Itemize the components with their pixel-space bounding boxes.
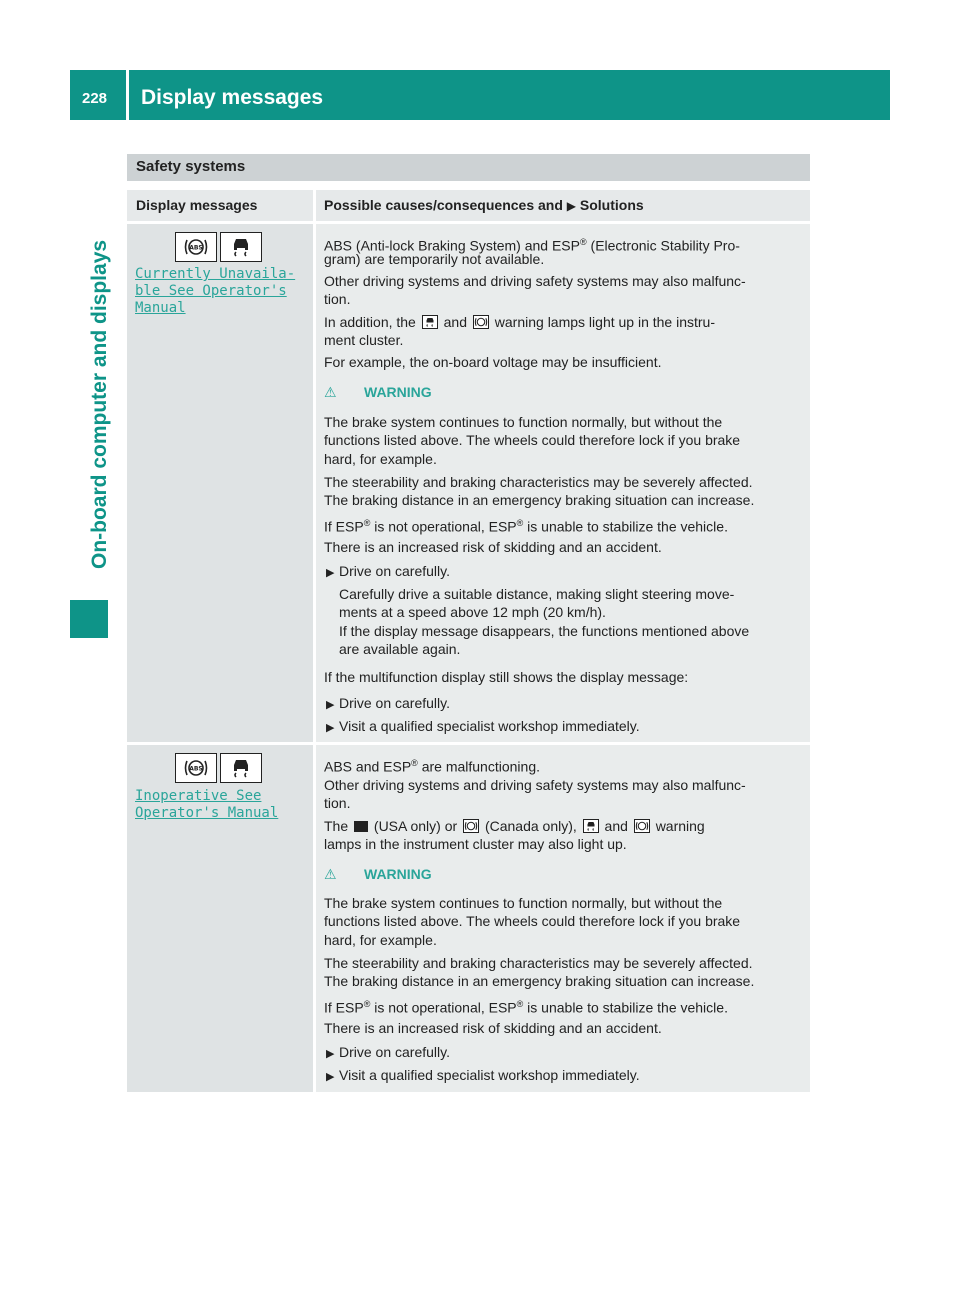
- column-header-causes-label: Possible causes/consequences and: [324, 197, 563, 213]
- display-message-line: ble See Operator's: [135, 283, 287, 299]
- side-tab-marker: [70, 600, 108, 638]
- text-line: There is an increased risk of skidding and an accident.: [324, 1020, 662, 1036]
- text-line-esp: [324, 754, 540, 777]
- text-line: Other driving systems and driving safety systems may also malfunc-: [324, 777, 746, 793]
- arrow-icon: ▶: [326, 722, 335, 734]
- text-line: lamps in the instrument cluster may also light up.: [324, 836, 627, 852]
- text-span: The: [324, 818, 349, 834]
- text-span: warning: [655, 818, 705, 834]
- page-number: 228: [82, 90, 108, 107]
- text-line: If the multifunction display still shows the display message:: [324, 669, 689, 685]
- text-line-with-icons: [324, 817, 705, 836]
- arrow-icon: ▶: [326, 567, 335, 579]
- text-line: ment cluster.: [324, 332, 404, 348]
- text-span: (Electronic Stability Pro-: [590, 237, 740, 254]
- arrow-icon: ▶: [326, 1071, 335, 1083]
- text-line: hard, for example.: [324, 451, 437, 467]
- brake-icon: [354, 821, 368, 832]
- text-line-esp: [324, 995, 728, 1018]
- text-line: Other driving systems and driving safety systems may also malfunc-: [324, 273, 746, 289]
- esp-skid-icon: [583, 819, 599, 833]
- text-span: (Canada only),: [484, 818, 577, 834]
- text-line: Carefully drive a suitable distance, making slight steering move-: [339, 586, 735, 602]
- text-line: hard, for example.: [324, 932, 437, 948]
- page-title: Display messages: [141, 86, 324, 109]
- header-divider: [126, 70, 129, 120]
- text-line: The braking distance in an emergency braking situation can increase.: [324, 973, 755, 989]
- registered-mark: ®: [516, 999, 524, 1009]
- text-span: (USA only) or: [373, 818, 458, 834]
- text-span: In addition, the: [324, 314, 416, 330]
- text-line: functions listed above. The wheels could therefore lock if you brake: [324, 432, 741, 448]
- registered-mark: ®: [363, 518, 371, 528]
- column-header-causes: [324, 197, 644, 213]
- svg-text:ABS: ABS: [189, 765, 203, 773]
- step-text: Visit a qualified specialist workshop immediately.: [339, 718, 640, 734]
- abs-warning-icon: [473, 315, 489, 329]
- step-text: Drive on carefully.: [339, 563, 451, 579]
- text-span: If ESP: [324, 518, 364, 535]
- display-message-row-2: [135, 788, 278, 822]
- column-header-display-messages: Display messages: [136, 197, 258, 213]
- text-span: ABS and ESP: [324, 758, 412, 775]
- step-text: Drive on carefully.: [339, 695, 451, 711]
- text-span: If ESP: [324, 999, 364, 1016]
- text-span: is unable to stabilize the vehicle.: [527, 518, 728, 535]
- abs-warning-icon: [634, 819, 650, 833]
- text-span: and: [604, 818, 628, 834]
- step-text: Visit a qualified specialist workshop immediately.: [339, 1067, 640, 1083]
- text-line: ments at a speed above 12 mph (20 km/h).: [339, 604, 606, 620]
- display-message-line: Operator's Manual: [135, 805, 279, 821]
- text-span: is not operational, ESP: [374, 999, 517, 1016]
- text-span: are malfunctioning.: [421, 758, 540, 775]
- registered-mark: ®: [411, 758, 418, 768]
- column-header-solutions-label: Solutions: [579, 197, 644, 213]
- esp-skid-icon: [422, 315, 438, 329]
- arrow-icon: ▶: [326, 699, 335, 711]
- arrow-icon: ▶: [566, 199, 577, 213]
- text-span: is unable to stabilize the vehicle.: [527, 999, 728, 1016]
- text-line: The braking distance in an emergency braking situation can increase.: [324, 492, 755, 508]
- warning-triangle-icon: ⚠: [324, 866, 337, 882]
- text-line: If the display message disappears, the functions mentioned above: [339, 623, 750, 639]
- section-title: Safety systems: [136, 158, 246, 175]
- text-line-with-icons: [324, 313, 715, 332]
- text-span: ABS (Anti-lock Braking System) and ESP: [324, 237, 580, 254]
- text-line: There is an increased risk of skidding and an accident.: [324, 539, 662, 555]
- display-message-line: Manual: [135, 300, 186, 316]
- display-message-line: Inoperative See: [135, 788, 262, 804]
- registered-mark: ®: [516, 518, 524, 528]
- display-message-row-1: [135, 266, 295, 317]
- warning-label: WARNING: [364, 384, 432, 400]
- step-text: Drive on carefully.: [339, 1044, 451, 1060]
- svg-text:ABS: ABS: [189, 244, 203, 252]
- text-span: and: [443, 314, 467, 330]
- abs-warning-icon: [175, 753, 217, 783]
- text-line: The steerability and braking characteristics may be severely affected.: [324, 474, 753, 490]
- text-line-esp: [324, 514, 728, 537]
- arrow-icon: ▶: [326, 1048, 335, 1060]
- esp-skid-icon: [220, 753, 262, 783]
- side-tab-label: On-board computer and displays: [88, 239, 111, 569]
- text-line: are available again.: [339, 641, 461, 657]
- esp-skid-icon: [220, 232, 262, 262]
- text-line: tion.: [324, 795, 351, 811]
- text-line: For example, the on-board voltage may be insufficient.: [324, 354, 662, 370]
- warning-label: WARNING: [364, 866, 432, 882]
- text-span: is not operational, ESP: [374, 518, 517, 535]
- brake-circle-icon: [463, 819, 479, 833]
- registered-mark: ®: [363, 999, 371, 1009]
- text-span: warning lamps light up in the instru-: [494, 314, 716, 330]
- text-line: functions listed above. The wheels could therefore lock if you brake: [324, 913, 741, 929]
- text-line: tion.: [324, 291, 351, 307]
- abs-warning-icon: [175, 232, 217, 262]
- text-line: The steerability and braking characteristics may be severely affected.: [324, 955, 753, 971]
- registered-mark: ®: [580, 237, 587, 247]
- warning-triangle-icon: ⚠: [324, 384, 337, 400]
- display-message-line: Currently Unavaila‐: [135, 266, 296, 282]
- text-line: The brake system continues to function normally, but without the: [324, 414, 723, 430]
- text-line: The brake system continues to function normally, but without the: [324, 895, 723, 911]
- text-line: gram) are temporarily not available.: [324, 251, 545, 267]
